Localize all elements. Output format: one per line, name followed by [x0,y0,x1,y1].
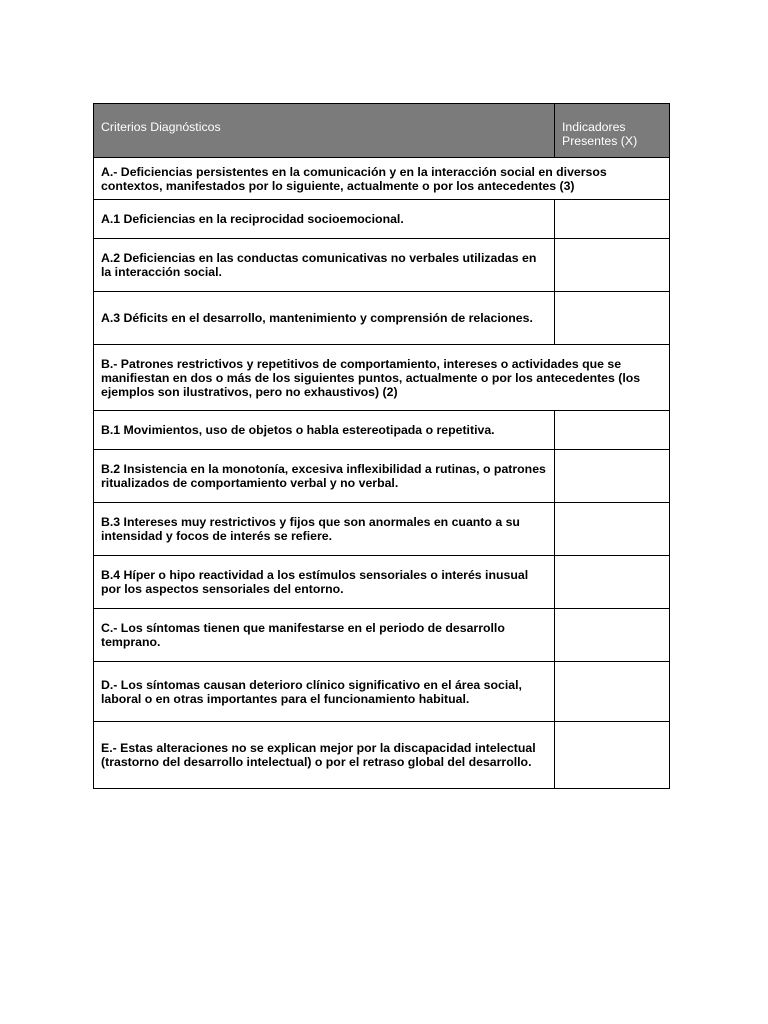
table-row [94,503,670,556]
indicators-column-header: Indicadores Presentes (X) [555,104,670,158]
table-row [94,158,670,200]
indicator-cell-a3[interactable] [555,292,670,345]
indicator-cell-e[interactable] [555,722,670,789]
table-row [94,239,670,292]
criterion-c-text: C.- Los síntomas tienen que manifestarse en el periodo de desarrollo temprano. [94,609,555,662]
table-row [94,556,670,609]
criteria-column-header: Criterios Diagnósticos [94,104,555,158]
table-row [94,722,670,789]
criterion-b1-text: B.1 Movimientos, uso de objetos o habla estereotipada o repetitiva. [94,411,555,450]
criterion-e-text: E.- Estas alteraciones no se explican mejor por la discapacidad intelectual (trastorno del desarrollo intelectual) o por el retraso global del desarrollo. [94,722,555,789]
indicator-cell-b4[interactable] [555,556,670,609]
indicator-cell-d[interactable] [555,662,670,722]
indicator-cell-b3[interactable] [555,503,670,556]
criterion-b3-text: B.3 Intereses muy restrictivos y fijos que son anormales en cuanto a su intensidad y focos de interés se refiere. [94,503,555,556]
criterion-b-text: B.- Patrones restrictivos y repetitivos de comportamiento, intereses o actividades que se manifiestan en dos o más de los siguientes puntos, actualmente o por los antecedentes (los ejemplos son ilustrativos, pero no exhaustivos) (2) [94,345,670,411]
criterion-a3-text: A.3 Déficits en el desarrollo, mantenimiento y comprensión de relaciones. [94,292,555,345]
table-row [94,411,670,450]
table-row [94,200,670,239]
criterion-b4-text: B.4 Híper o hipo reactividad a los estímulos sensoriales o interés inusual por los aspectos sensoriales del entorno. [94,556,555,609]
criterion-a1-text: A.1 Deficiencias en la reciprocidad socioemocional. [94,200,555,239]
table-row [94,292,670,345]
criterion-a-text: A.- Deficiencias persistentes en la comunicación y en la interacción social en diversos contextos, manifestados por lo siguiente, actualmente o por los antecedentes (3) [94,158,670,200]
table-header-row [94,104,670,158]
criterion-d-text: D.- Los síntomas causan deterioro clínico significativo en el área social, laboral o en otras importantes para el funcionamiento habitual. [94,662,555,722]
diagnostic-criteria-table [93,103,670,789]
table-row [94,450,670,503]
table-row [94,609,670,662]
table-row [94,345,670,411]
criterion-b2-text: B.2 Insistencia en la monotonía, excesiva inflexibilidad a rutinas, o patrones ritualizados de comportamiento verbal y no verbal. [94,450,555,503]
indicator-cell-c[interactable] [555,609,670,662]
indicator-cell-b2[interactable] [555,450,670,503]
indicator-cell-b1[interactable] [555,411,670,450]
indicator-cell-a2[interactable] [555,239,670,292]
table-row [94,662,670,722]
indicator-cell-a1[interactable] [555,200,670,239]
criterion-a2-text: A.2 Deficiencias en las conductas comunicativas no verbales utilizadas en la interacción social. [94,239,555,292]
